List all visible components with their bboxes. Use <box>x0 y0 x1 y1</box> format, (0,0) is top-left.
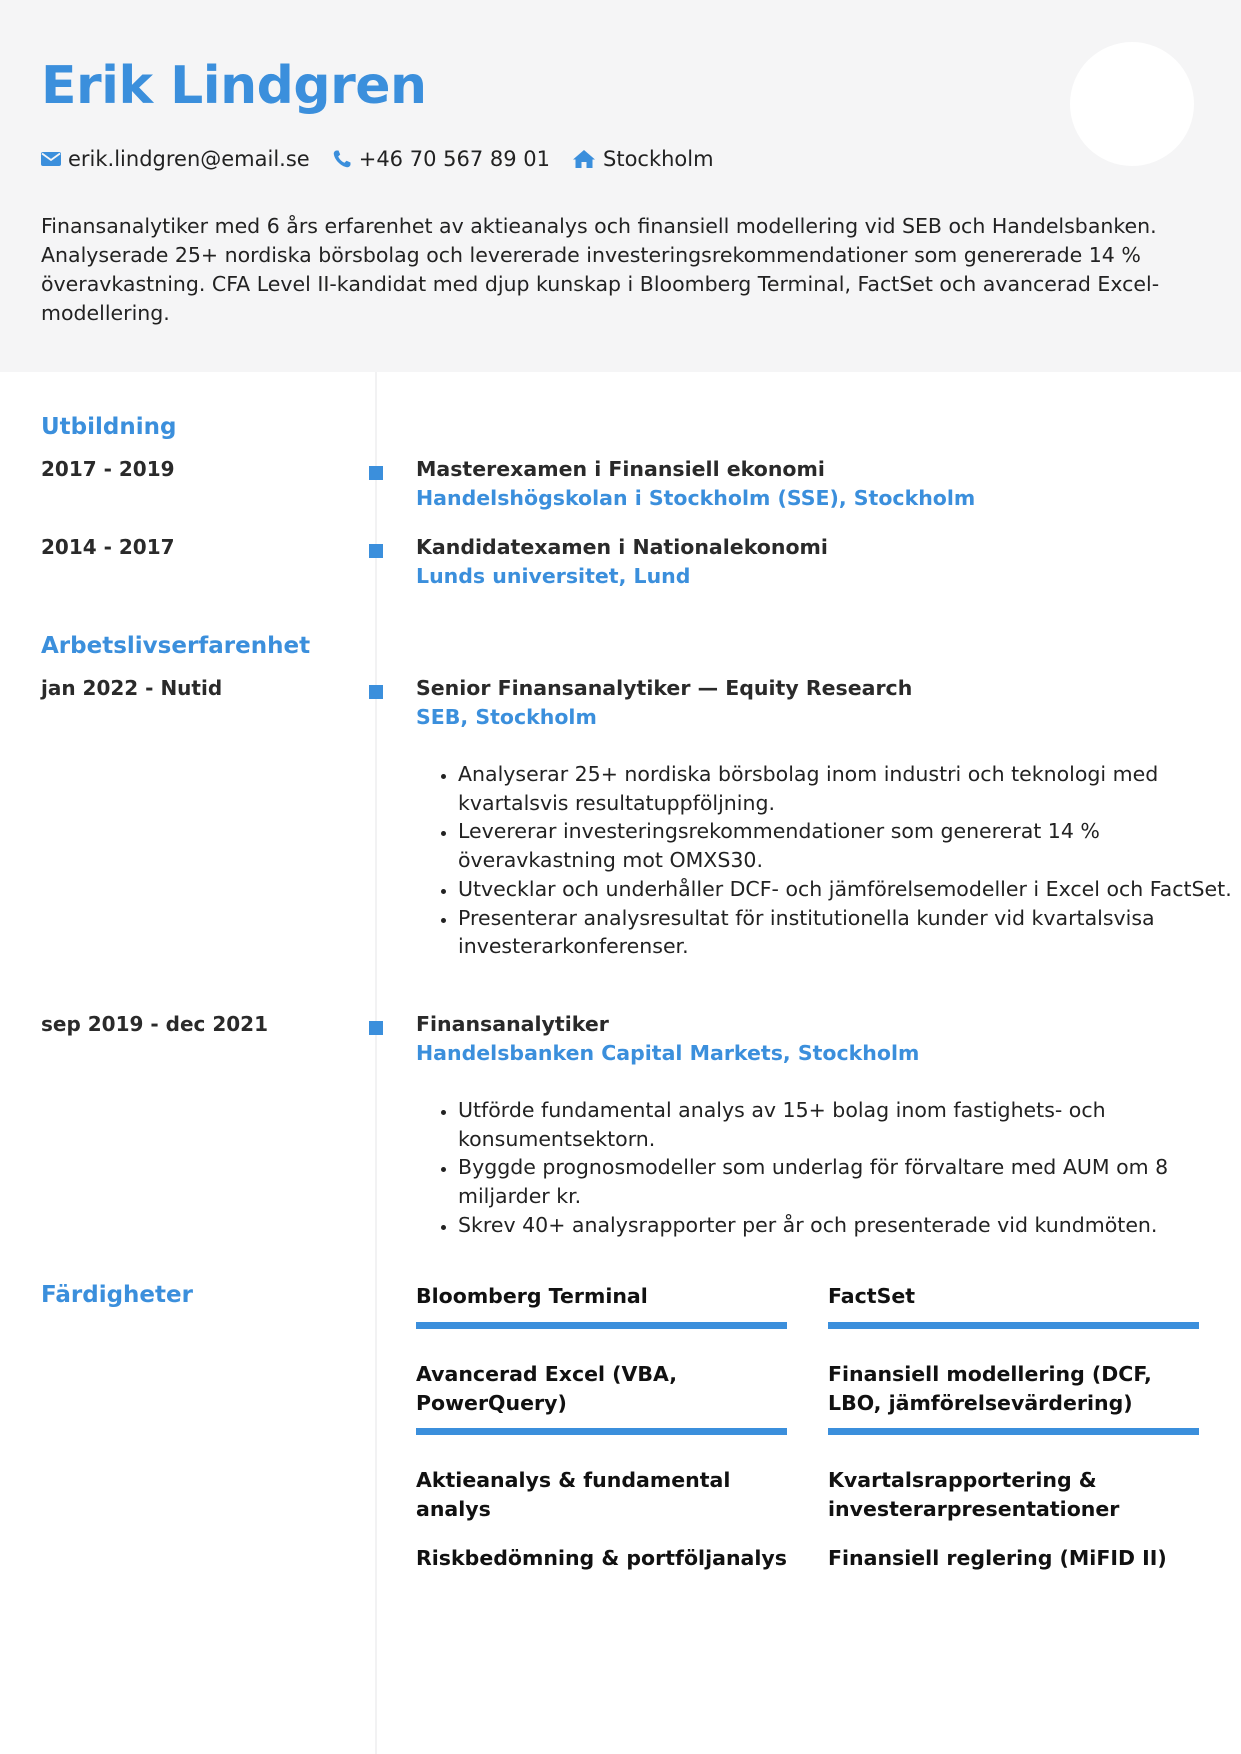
bullet-item: • Utvecklar och underhåller DCF- och jämförelsemodeller i Excel och FactSet. <box>458 875 1241 904</box>
timeline-marker <box>369 544 383 558</box>
experience-bullets <box>416 1096 1241 1240</box>
education-date: 2017 - 2019 <box>41 457 175 481</box>
section-title-skills: Färdigheter <box>41 1282 193 1308</box>
education-school: Handelshögskolan i Stockholm (SSE), Stockholm <box>416 486 976 510</box>
skill-item: Avancerad Excel (VBA, PowerQuery) <box>416 1362 678 1415</box>
education-school: Lunds universitet, Lund <box>416 564 691 588</box>
bullet-item: • Byggde prognosmodeller som underlag för förvaltare med AUM om 8 miljarder kr. <box>458 1153 1241 1210</box>
profile-summary: Finansanalytiker med 6 års erfarenhet av aktieanalys och finansiell modellering vid SEB och Handelsbanken. Analyserade 25+ nordiska börsbolag och levererade investeringsrekommendationer som genererade 14 % överavkastning. CFA Level II-kandidat med djup kunskap i Bloomberg Terminal, FactSet och avancerad Excel-modellering. <box>41 214 1160 325</box>
timeline-marker <box>369 1021 383 1035</box>
skill-item: Aktieanalys & fundamental analys <box>416 1468 731 1521</box>
experience-company: Handelsbanken Capital Markets, Stockholm <box>416 1041 920 1065</box>
experience-date: jan 2022 - Nutid <box>41 676 223 700</box>
phone-icon <box>332 149 352 169</box>
envelope-icon <box>41 151 61 167</box>
phone-text: +46 70 567 89 01 <box>358 147 550 171</box>
timeline-marker <box>369 466 383 480</box>
skill-bar <box>416 1428 787 1435</box>
skill-item: Finansiell reglering (MiFID II) <box>828 1546 1167 1570</box>
skill-item: Bloomberg Terminal <box>416 1284 648 1308</box>
contact-email[interactable] <box>41 147 310 171</box>
email-text: erik.lindgren@email.se <box>68 147 310 171</box>
section-title-education: Utbildning <box>41 414 177 440</box>
experience-role: Senior Finansanalytiker — Equity Research <box>416 676 913 700</box>
home-icon <box>572 149 596 169</box>
bullet-item: • Presenterar analysresultat för institutionella kunder vid kvartalsvisa investerarkonferenser. <box>458 904 1241 961</box>
skill-bar <box>828 1428 1199 1435</box>
profile-photo-placeholder <box>1070 42 1194 166</box>
skill-item: Riskbedömning & portföljanalys <box>416 1546 787 1570</box>
contact-city <box>572 147 714 171</box>
contact-phone[interactable] <box>332 147 550 171</box>
contact-info <box>41 144 736 174</box>
skill-bar <box>828 1322 1199 1329</box>
bullet-item: • Skrev 40+ analysrapporter per år och presenterade vid kundmöten. <box>458 1211 1241 1240</box>
candidate-name: Erik Lindgren <box>41 56 427 116</box>
education-date: 2014 - 2017 <box>41 535 175 559</box>
experience-date: sep 2019 - dec 2021 <box>41 1012 269 1036</box>
education-degree: Kandidatexamen i Nationalekonomi <box>416 535 828 559</box>
experience-company: SEB, Stockholm <box>416 705 597 729</box>
header <box>0 0 1241 372</box>
skill-bar <box>416 1322 787 1329</box>
education-degree: Masterexamen i Finansiell ekonomi <box>416 457 825 481</box>
bullet-item: • Utförde fundamental analys av 15+ bolag inom fastighets- och konsumentsektorn. <box>458 1096 1241 1153</box>
timeline-marker <box>369 685 383 699</box>
column-divider <box>375 372 377 1754</box>
bullet-item: • Analyserar 25+ nordiska börsbolag inom industri och teknologi med kvartalsvis resultatuppföljning. <box>458 760 1241 817</box>
skill-item: Kvartalsrapportering & investerarpresentationer <box>828 1468 1120 1521</box>
city-text: Stockholm <box>603 147 714 171</box>
experience-role: Finansanalytiker <box>416 1012 609 1036</box>
bullet-item: • Levererar investeringsrekommendationer som genererat 14 % överavkastning mot OMXS30. <box>458 817 1241 874</box>
skill-item: FactSet <box>828 1284 916 1308</box>
skill-item: Finansiell modellering (DCF, LBO, jämförelsevärdering) <box>828 1362 1152 1415</box>
section-title-experience: Arbetslivserfarenhet <box>41 633 311 659</box>
experience-bullets <box>416 760 1241 961</box>
